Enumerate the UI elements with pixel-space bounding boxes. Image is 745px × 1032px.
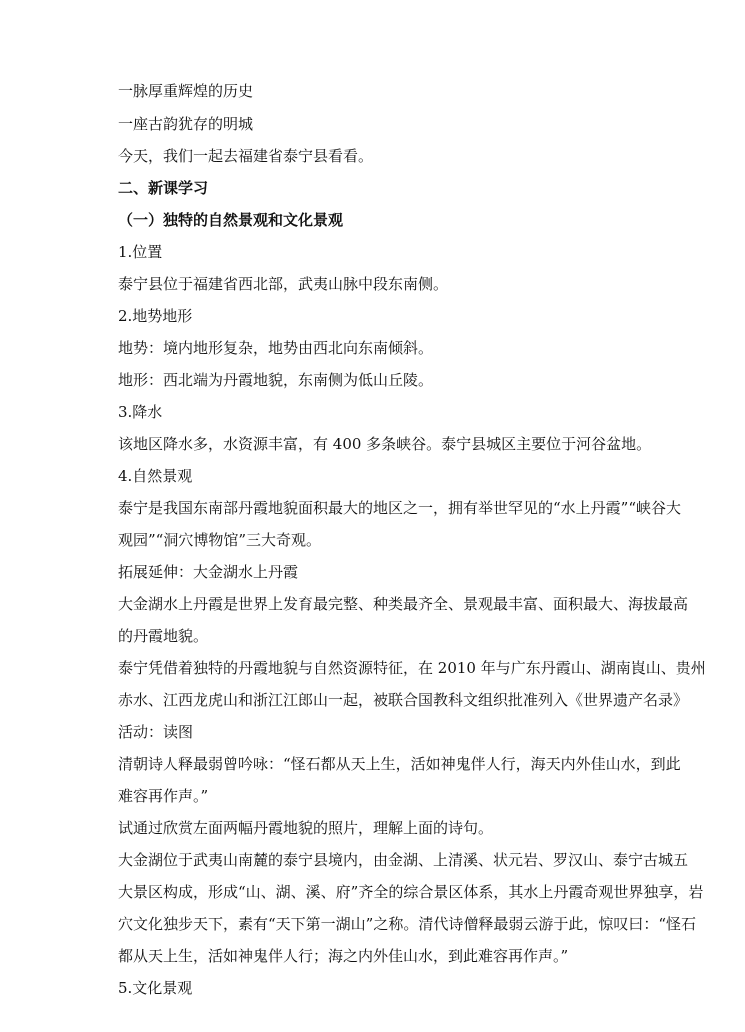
text-line-heritage-2: 赤水、江西龙虎山和浙江江郎山一起，被联合国教科文组织批准列入《世界遗产名录》	[118, 691, 689, 709]
text-line-danxia-2: 观园”“洞穴博物馆”三大奇观。	[118, 531, 322, 549]
text-line-dajinhu-desc-3: 穴文化独步天下，素有“天下第一湖山”之称。清代诗僧释最弱云游于此，惊叹曰：“怪石	[118, 915, 697, 933]
text-line-extension: 拓展延伸：大金湖水上丹霞	[118, 563, 299, 581]
item-heading-cultural-landscape: 5.文化景观	[118, 979, 193, 997]
text-line-precipitation: 该地区降水多，水资源丰富，有 400 多条峡谷。泰宁县城区主要位于河谷盆地。	[118, 435, 652, 453]
text-line-dajinhu-desc-2: 大景区构成，形成“山、湖、溪、府”齐全的综合景区体系，其水上丹霞奇观世界独享，岩	[118, 883, 704, 901]
text-line-poem-1: 清朝诗人释最弱曾吟咏：“怪石都从天上生，活如神鬼伴人行，海天内外佳山水，到此	[118, 755, 681, 773]
text-line-ming-city: 一座古韵犹存的明城	[118, 115, 254, 133]
text-line-landform: 地形：西北端为丹霞地貌，东南侧为低山丘陵。	[118, 371, 434, 389]
text-line-activity: 活动：读图	[118, 723, 194, 741]
text-line-history: 一脉厚重辉煌的历史	[118, 82, 254, 100]
item-heading-terrain: 2.地势地形	[118, 307, 193, 325]
item-heading-precipitation: 3.降水	[118, 403, 163, 421]
text-line-dajinhu-1: 大金湖水上丹霞是世界上发育最完整、种类最齐全、景观最丰富、面积最大、海拔最高	[118, 595, 689, 613]
item-heading-location: 1.位置	[118, 243, 163, 261]
text-line-intro: 今天，我们一起去福建省泰宁县看看。	[118, 147, 374, 165]
text-line-heritage-1: 泰宁凭借着独特的丹霞地貌与自然资源特征，在 2010 年与广东丹霞山、湖南崀山、贵州	[118, 659, 706, 677]
text-line-location: 泰宁县位于福建省西北部，武夷山脉中段东南侧。	[118, 275, 449, 293]
text-line-poem-2: 难容再作声。”	[118, 787, 209, 805]
text-line-dajinhu-2: 的丹霞地貌。	[118, 627, 209, 645]
text-line-dajinhu-desc-4: 都从天上生，活如神鬼伴人行；海之内外佳山水，到此难容再作声。”	[118, 947, 569, 965]
section-heading-new-lesson: 二、新课学习	[118, 179, 209, 197]
text-line-dajinhu-desc-1: 大金湖位于武夷山南麓的泰宁县境内，由金湖、上清溪、状元岩、罗汉山、泰宁古城五	[118, 851, 689, 869]
text-line-danxia-1: 泰宁是我国东南部丹霞地貌面积最大的地区之一，拥有举世罕见的“水上丹霞”“峡谷大	[118, 499, 682, 517]
text-line-terrain-slope: 地势：境内地形复杂，地势由西北向东南倾斜。	[118, 339, 434, 357]
subsection-heading-landscapes: （一）独特的自然景观和文化景观	[118, 211, 344, 229]
text-line-photo-task: 试通过欣赏左面两幅丹霞地貌的照片，理解上面的诗句。	[118, 819, 494, 837]
item-heading-natural-landscape: 4.自然景观	[118, 467, 193, 485]
